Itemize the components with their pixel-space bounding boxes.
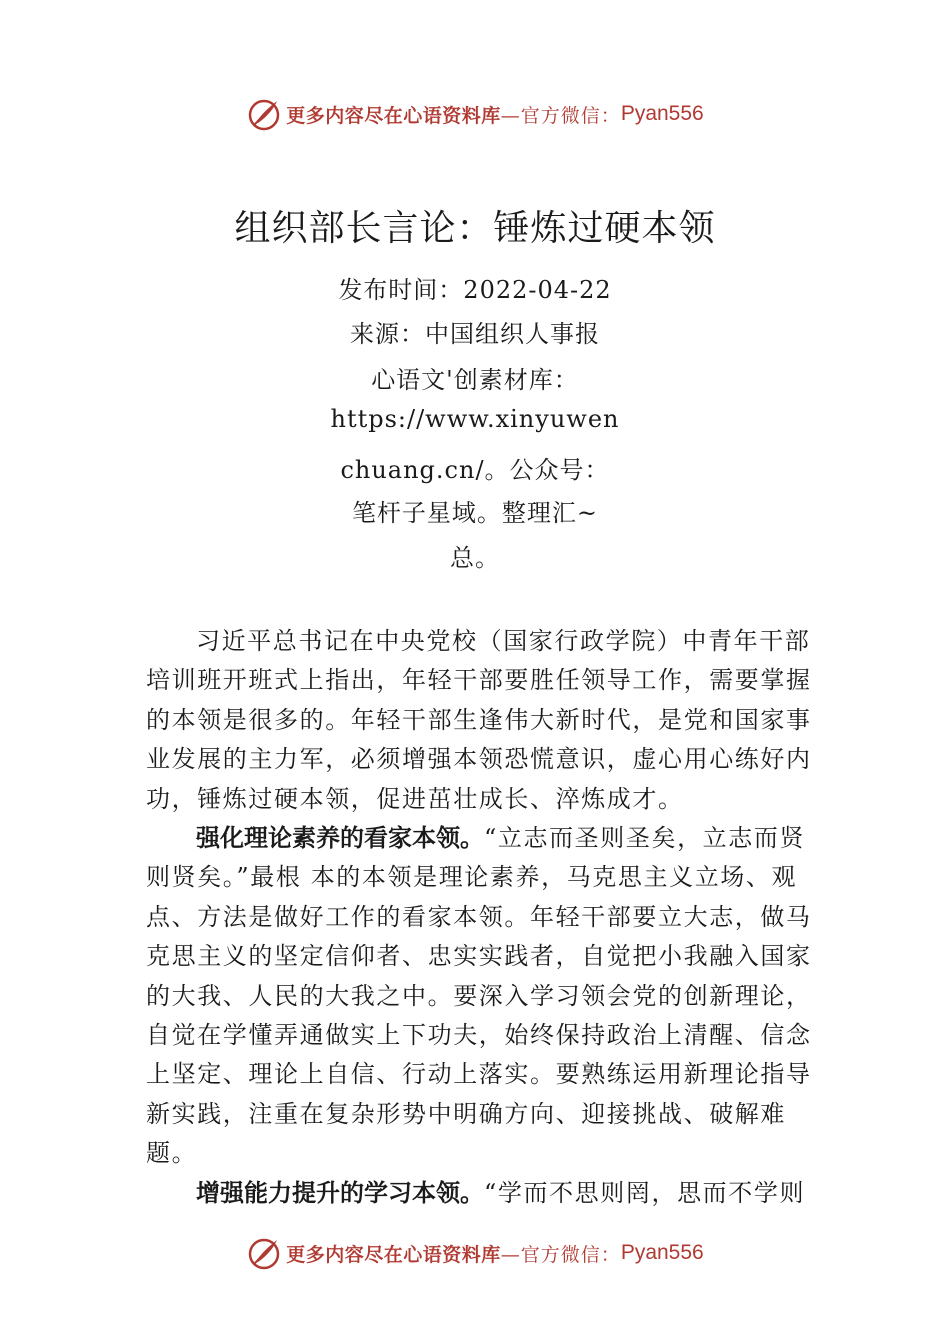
paragraph-text: 习近平总书记在中央党校（国家行政学院）中青年干部培训班开班式上指出，年轻干部要胜任领导工作，需要掌握的本领是很多的。年轻干部生逢伟大新时代，是党和国家事业发展的主力军，必须增强本领恐慌意识，虚心用心练好内功，锤炼过硬本领，促进茁壮成长、淬炼成才。 — [146, 627, 812, 813]
library-slogan: 更多内容尽在心语资料库 — [286, 104, 501, 127]
watermark-line: https://www.xinyuwen — [330, 405, 620, 433]
paragraph-text: “立志而圣则圣矣，立志而贤则贤矣。”最根 本的本领是理论素养，马克思主义立场、观点、方法是做好工作的看家本领。年轻干部要立大志，做马克思主义的坚定信仰者、忠实实践者，自觉把小我融入国家的大我、人民的大我之中。要深入学习领会党的创新理论，自觉在学懂弄通做实上下功夫，始终保持政治上清醒、信念上坚定、理论上自信、行动上落实。要熟练运用新理论指导新实践，注重在复杂形势中明确方向、迎接挑战、破解难题。 — [146, 824, 812, 1168]
paragraph — [146, 1174, 826, 1213]
paragraph-lead: 强化理论素养的看家本领。 — [196, 824, 484, 853]
wechat-id: Pyan556 — [620, 102, 704, 125]
paragraph — [146, 819, 826, 1174]
wechat-id: Pyan556 — [620, 1241, 704, 1264]
footer-banner — [0, 1231, 950, 1275]
quill-logo-icon — [246, 96, 282, 132]
watermark-line: 笔杆子星域。整理汇~ — [351, 499, 599, 527]
quill-logo-icon — [246, 1235, 282, 1271]
watermark-line: chuang.cn/。公众号： — [340, 456, 610, 484]
article-body — [146, 622, 826, 1213]
article-source: 来源：中国组织人事报 — [350, 320, 600, 348]
wechat-label: —官方微信： — [500, 104, 621, 127]
watermark-line: 心语文'创素材库： — [371, 366, 579, 394]
article-title: 组织部长言论：锤炼过硬本领 — [234, 208, 716, 249]
header-banner — [0, 92, 950, 136]
paragraph-text: “学而不思则罔，思而不学则 — [484, 1178, 806, 1207]
publish-time: 发布时间：2022-04-22 — [338, 276, 612, 304]
wechat-label: —官方微信： — [500, 1243, 621, 1266]
paragraph-lead: 增强能力提升的学习本领。 — [196, 1178, 484, 1207]
paragraph — [146, 622, 826, 819]
watermark-line: 总。 — [450, 544, 500, 572]
library-slogan: 更多内容尽在心语资料库 — [286, 1243, 501, 1266]
